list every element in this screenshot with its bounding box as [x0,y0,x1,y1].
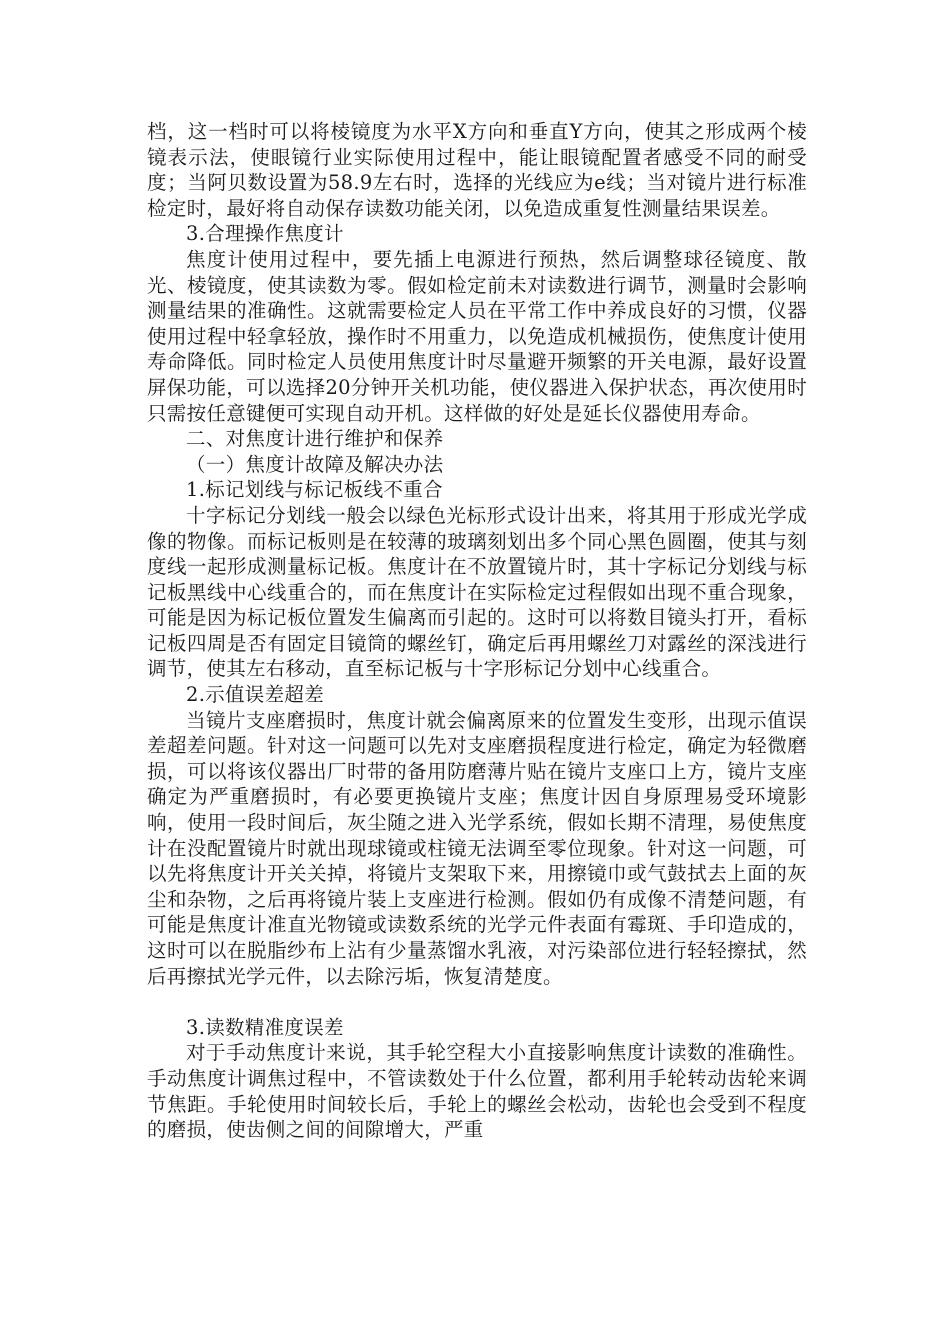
heading-maintenance: 二、对焦度计进行维护和保养 [186,427,444,451]
heading-faults: （一）焦度计故障及解决办法 [186,452,444,476]
paragraph-reading-accuracy: 对于手动焦度计来说，其手轮空程大小直接影响焦度计读数的准确性。手动焦度计调焦过程中，不管读数处于什么位置，都利用手轮转动齿轮来调节焦距。手轮使用时间较长后，手轮上的螺丝会松动，齿轮也会受到不程度的磨损，使齿侧之间的间隙增大，严重 [147,1041,807,1142]
paragraph-indication-error: 当镜片支座磨损时，焦度计就会偏离原来的位置发生变形，出现示值误差超差问题。针对这一问题可以先对支座磨损程度进行检定，确定为轻微磨损，可以将该仪器出厂时带的备用防磨薄片贴在镜片支座口上方，镜片支座确定为严重磨损时，有必要更换镜片支座；焦度计因自身原理易受环境影响，使用一段时间后，灰尘随之进入光学系统，假如长期不清理，易使焦度计在没配置镜片时就出现球镜或柱镜无法调至零位现象。针对这一问题，可以先将焦度计开关关掉，将镜片支架取下来，用擦镜巾或气鼓拭去上面的灰尘和杂物，之后再将镜片装上支座进行检测。假如仍有成像不清楚问题，有可能是焦度计准直光物镜或读数系统的光学元件表面有霉斑、手印造成的，这时可以在脱脂纱布上沾有少量蒸馏水乳液，对污染部位进行轻轻擦拭，然后再擦拭光学元件，以去除污垢，恢复清楚度。 [147,708,807,988]
heading-indication-error: 2.示值误差超差 [186,683,325,707]
heading-mark-lines: 1.标记划线与标记板线不重合 [186,478,443,502]
paragraph-continued: 档，这一档时可以将棱镜度为水平X方向和垂直Y方向，使其之形成两个棱镜表示法，使眼镜行业实际使用过程中，能让眼镜配置者感受不同的耐受度；当阿贝数设置为58.9左右时，选择的光线应为e线；当对镜片进行标准检定时，最好将自动保存读数功能关闭，以免造成重复性测量结果误差。 [147,120,807,220]
blank-line [147,989,807,1015]
paragraph-operation: 焦度计使用过程中，要先插上电源进行预热，然后调整球径镜度、散光、棱镜度，使其读数为零。假如检定前未对读数进行调节，测量时会影响测量结果的准确性。这就需要检定人员在平常工作中养成良好的习惯，仪器使用过程中轻拿轻放，操作时不用重力，以免造成机械损伤，使焦度计使用寿命降低。同时检定人员使用焦度计时尽量避开频繁的开关电源，最好设置屏保功能，可以选择20分钟开关机功能，使仪器进入保护状态，再次使用时只需按任意键便可实现自动开机。这样做的好处是延长仪器使用寿命。 [147,247,807,425]
paragraph-mark-lines: 十字标记分划线一般会以绿色光标形式设计出来，将其用于形成光学成像的物像。而标记板则是在较薄的玻璃刻划出多个同心黑色圆圈，使其与刻度线一起形成测量标记板。焦度计在不放置镜片时，其十字标记分划线与标记板黑线中心线重合的，而在焦度计在实际检定过程假如出现不重合现象，可能是因为标记板位置发生偏离而引起的。这时可以将数目镜头打开，看标记板四周是否有固定目镜筒的螺丝钉，确定后再用螺丝刀对露丝的深浅进行调节，使其左右移动，直至标记板与十字形标记分划中心线重合。 [147,503,807,681]
document-body [147,119,807,1143]
heading-reading-accuracy: 3.读数精准度误差 [186,1015,344,1039]
heading-lens-operation: 3.合理操作焦度计 [186,222,344,246]
